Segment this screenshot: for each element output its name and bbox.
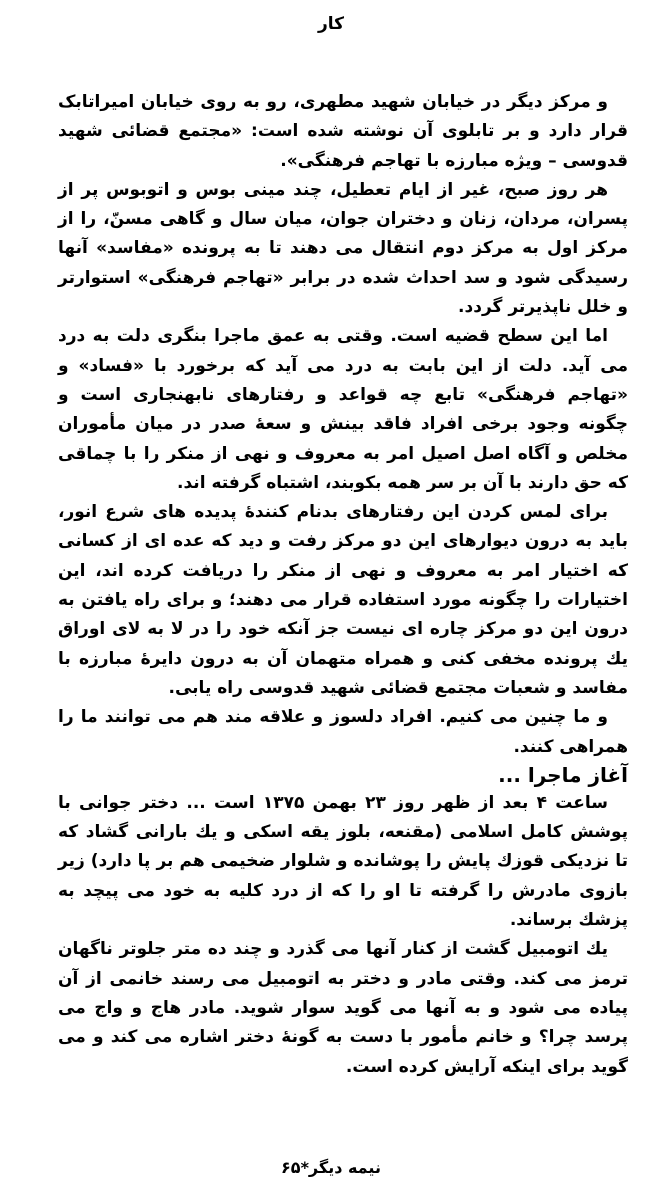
running-header: کار xyxy=(317,14,345,34)
paragraph-1: و مرکز دیگر در خیابان شهید مطهری، رو به روی خیابان امیراتابک قرار دارد و بر تابلوی آن نوشته شده است: «مجتمع قضائی شهید قدوسی – ویژه مبارزه با تهاجم فرهنگی». xyxy=(58,92,628,171)
paragraph-5: و ما چنین می کنیم. افراد دلسوز و علاقه مند هم می توانند ما را همراهی کنند. xyxy=(58,707,628,757)
paragraph-4: برای لمس کردن این رفتارهای بدنام کنندهٔ پدیده های شرع انور، باید به درون دیوارهای این دو مرکز رفت و دید که عده ای از کسانی که اختیار امر به معروف و نهی از منکر را دریافت کرده اند، این اختیارات را چگونه مورد استفاده قرار می دهند؛ و برای راه یافتن به درون این دو مرکز چاره ای نیست جز آنکه خود را در لا به لای اوراق یك پرونده مخفی کنی و همراه متهمان آن به درون دایرهٔ مبارزه با مفاسد و شعبات مجتمع قضائی شهید قدوسی راه یابی. xyxy=(58,502,628,698)
paragraph-7: یك اتومبیل گشت از کنار آنها می گذرد و چند ده متر جلوتر ناگهان ترمز می کند. وقتی مادر و دختر به اتومبیل می رسند خانمی از آن پیاده می شود و به آنها می گوید سوار شوید. مادر هاج و واج می پرسد چرا؟ و خانم مأمور با دست به گونهٔ دختر اشاره می کند و می گوید برای اینکه آرایش کرده است. xyxy=(58,939,628,1077)
article-body xyxy=(58,88,628,1082)
section-heading: آغاز ماجرا ... xyxy=(498,762,628,787)
paragraph-3: اما این سطح قضیه است. وقتی به عمق ماجرا بنگری دلت به درد می آید. دلت از این بابت به درد می آید که برخورد با «فساد» و «تهاجم فرهنگی» تابع چه قواعد و رفتارهای نابهنجاری است و چگونه وجود برخی افراد فاقد بینش و سعهٔ صدر در میان مأموران مخلص و آگاه اصل اصیل امر به معروف و نهی از منکر را با چماقی که حق دارند با آن بر سر همه بکوبند، اشتباه گرفته اند. xyxy=(58,326,628,493)
page-footer: نیمه دیگر*۶۵ xyxy=(281,1158,381,1177)
paragraph-2: هر روز صبح، غیر از ایام تعطیل، چند مینی بوس و اتوبوس پر از پسران، مردان، زنان و دختران جوان، میان سال و گاهی مسنّ، را از مرکز اول به مرکز دوم انتقال می دهند تا به پرونده «مفاسد» آنها رسیدگی شود و سد احداث شده در برابر «تهاجم فرهنگی» استوارتر و خلل ناپذیرتر گردد. xyxy=(58,179,628,318)
paragraph-6: ساعت ۴ بعد از ظهر روز ۲۳ بهمن ۱۳۷۵ است ... دختر جوانی با پوشش کامل اسلامی (مقنعه، بلوز یقه اسکی و یك بارانی گشاد که تا نزدیکی قوزك پایش را پوشانده و شلوار ضخیمی هم بر پا دارد) زیر بازوی مادرش را گرفته تا او را که از درد کلیه به خود می پیچد به پزشك برساند. xyxy=(58,792,628,931)
